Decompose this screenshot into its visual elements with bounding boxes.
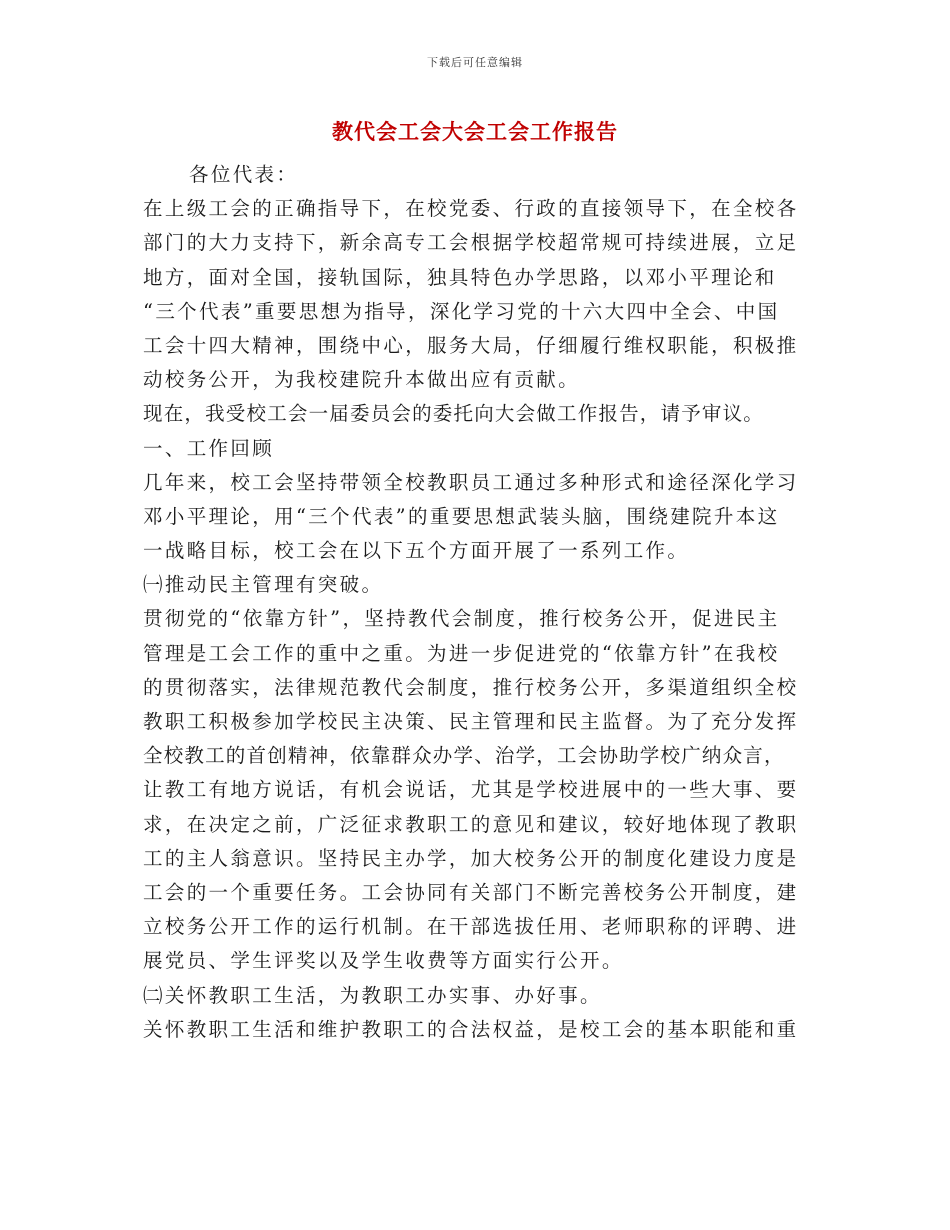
header-note: 下载后可任意编辑 (427, 56, 523, 69)
paragraph-line: 一战略目标，校工会在以下五个方面开展了一系列工作。 (143, 539, 690, 563)
paragraph-line: 在上级工会的正确指导下，在校党委、行政的直接领导下，在全校各 (143, 197, 799, 221)
paragraph-line: 教职工积极参加学校民主决策、民主管理和民主监督。为了充分发挥 (143, 710, 799, 733)
paragraph-line: 贯彻党的“依靠方针”，坚持教代会制度，推行校务公开，促进民主 (143, 607, 780, 631)
subsection-heading: ㈡关怀教职工生活，为教职工办实事、办好事。 (143, 983, 602, 1007)
paragraph-line: 几年来，校工会坚持带领全校教职员工通过多种形式和途径深化学习 (143, 470, 799, 494)
paragraph-line: 地方，面对全国，接轨国际，独具特色办学思路，以邓小平理论和 (143, 265, 777, 289)
paragraph-line: 关怀教职工生活和维护教职工的合法权益，是校工会的基本职能和重 (143, 1017, 799, 1041)
paragraph-line: 工的主人翁意识。坚持民主办学，加大校务公开的制度化建设力度是 (143, 846, 799, 870)
paragraph-line: 邓小平理论，用“三个代表”的重要思想武装头脑，围绕建院升本这 (143, 504, 780, 528)
subsection-heading: ㈠推动民主管理有突破。 (143, 573, 384, 597)
paragraph-line: 立校务公开工作的运行机制。在干部选拔任用、老师职称的评聘、进 (143, 915, 799, 939)
paragraph-line: 部门的大力支持下，新余高专工会根据学校超常规可持续进展，立足 (143, 231, 799, 255)
section-heading: 一、工作回顾 (143, 436, 275, 460)
document-body (143, 158, 811, 1047)
paragraph-line: 全校教工的首创精神，依靠群众办学、治学，工会协助学校广纳众言， (143, 744, 785, 768)
paragraph-line: 现在，我受校工会一届委员会的委托向大会做工作报告，请予审议。 (143, 402, 765, 426)
salutation-line: 各位代表： (189, 163, 299, 186)
paragraph-line: 的贯彻落实，法律规范教代会制度，推行校务公开，多渠道组织全校 (143, 675, 799, 699)
paragraph-line: 工会的一个重要任务。工会协同有关部门不断完善校务公开制度，建 (143, 880, 799, 904)
document-title: 教代会工会大会工会工作报告 (332, 119, 618, 144)
paragraph-line: “三个代表”重要思想为指导，深化学习党的十六大四中全会、中国 (143, 299, 780, 323)
paragraph-line: 工会十四大精神，围绕中心，服务大局，仔细履行维权职能，积极推 (143, 333, 799, 357)
paragraph-line: 求，在决定之前，广泛征求教职工的意见和建议，较好地体现了教职 (143, 812, 799, 836)
paragraph-line: 让教工有地方说话，有机会说话，尤其是学校进展中的一些大事、要 (143, 778, 799, 802)
paragraph-line: 展党员、学生评奖以及学生收费等方面实行公开。 (143, 949, 624, 973)
paragraph-line: 管理是工会工作的重中之重。为进一步促进党的“依靠方针”在我校 (143, 641, 780, 665)
paragraph-line: 动校务公开，为我校建院升本做出应有贡献。 (143, 368, 581, 392)
